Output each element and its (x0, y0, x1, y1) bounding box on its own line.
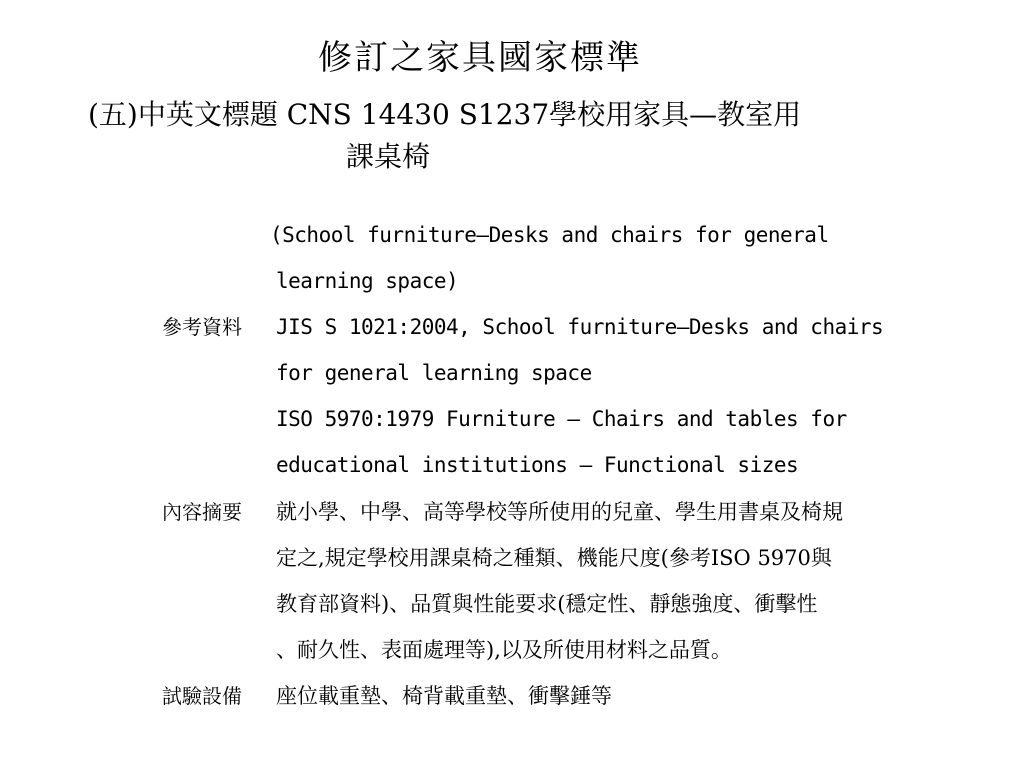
references-label: 參考資料 (162, 315, 242, 339)
reference-line-1: JIS S 1021:2004, School furniture—Desks and chairs (276, 315, 884, 339)
standard-heading-continuation: 課桌椅 (346, 140, 431, 173)
equipment-label: 試驗設備 (162, 684, 242, 708)
reference-line-3: ISO 5970:1979 Furniture — Chairs and tables for (276, 407, 847, 431)
summary-line-3: 教育部資料)、品質與性能要求(穩定性、靜態強度、衝擊性 (276, 592, 818, 616)
english-title-line-1: (School furniture—Desks and chairs for general (270, 223, 829, 247)
summary-line-4: 、耐久性、表面處理等),以及所使用材料之品質。 (276, 638, 732, 662)
standard-heading: (五)中英文標題 CNS 14430 S1237學校用家具—教室用 (88, 98, 802, 131)
english-title-line-2: learning space) (276, 269, 459, 293)
summary-line-2: 定之,規定學校用課桌椅之種類、機能尺度(參考ISO 5970與 (276, 546, 832, 570)
reference-line-4: educational institutions — Functional sizes (276, 453, 799, 477)
page-title: 修訂之家具國家標準 (318, 38, 642, 78)
summary-line-1: 就小學、中學、高等學校等所使用的兒童、學生用書桌及椅規 (276, 500, 843, 524)
reference-line-2: for general learning space (276, 361, 592, 385)
equipment-text: 座位載重墊、椅背載重墊、衝擊錘等 (276, 684, 612, 708)
summary-label: 內容摘要 (162, 500, 242, 524)
